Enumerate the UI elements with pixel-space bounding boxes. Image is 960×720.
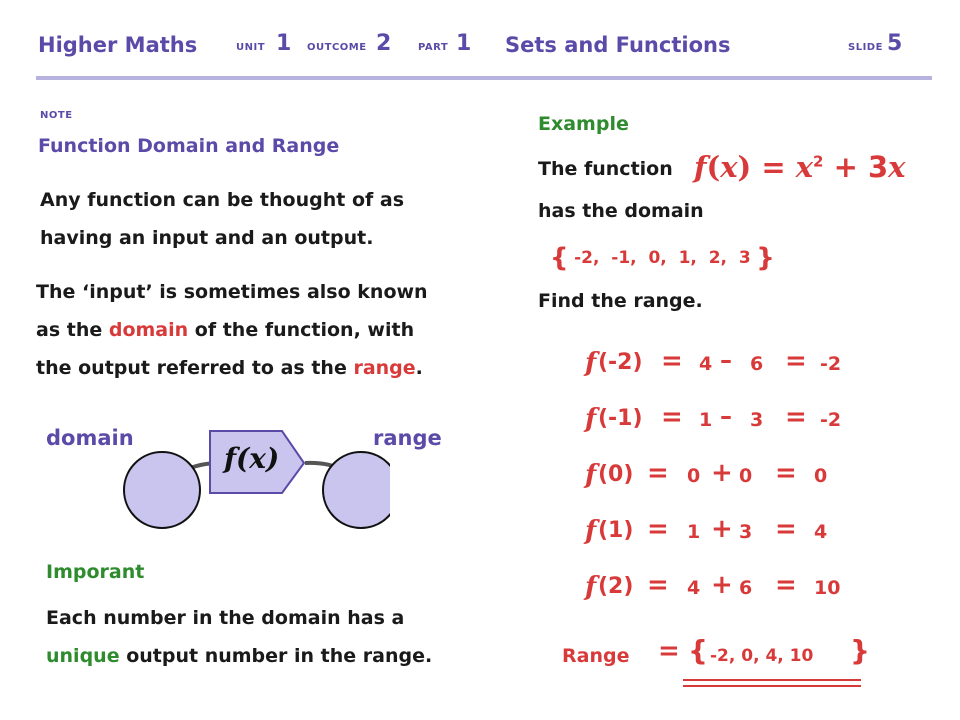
unit-number: 1 (276, 31, 292, 56)
outcome-number: 2 (376, 31, 392, 56)
range-result-set: -2, 0, 4, 10 (710, 646, 814, 666)
course-title: Higher Maths (38, 33, 198, 57)
important-title: Imporant (46, 561, 145, 583)
range-underline-top (683, 679, 861, 681)
note-para2-line2: as the domain of the function, with (36, 319, 415, 341)
range-underline-bottom (683, 685, 861, 687)
range-circle (323, 452, 390, 528)
range-result-label: Range (562, 645, 630, 667)
note-label: NOTE (40, 110, 73, 121)
part-number: 1 (456, 31, 472, 56)
domain-label: domain (46, 426, 134, 450)
slide-number: 5 (887, 31, 903, 56)
important-line1: Each number in the domain has a (46, 607, 405, 629)
header-divider (36, 76, 932, 80)
topic-title: Sets and Functions (505, 33, 731, 57)
example-title: Example (538, 113, 629, 135)
function-box-label: f(x) (224, 442, 280, 475)
domain-highlight: domain (108, 319, 189, 341)
range-label: range (373, 426, 442, 450)
example-find: Find the range. (538, 290, 703, 312)
outcome-label: OUTCOME (307, 42, 367, 53)
unique-highlight: unique (46, 645, 120, 667)
note-para2-line3: the output referred to as the range. (36, 357, 423, 379)
part-label: PART (418, 42, 449, 53)
function-formula: $f(x) = x^2 + 3x$ (694, 150, 906, 184)
range-highlight: range (353, 357, 416, 379)
domain-set: { -2, -1, 0, 1, 2, 3 } (550, 243, 775, 273)
note-para1-line2: having an input and an output. (40, 227, 374, 249)
important-line2: unique output number in the range. (46, 645, 433, 667)
example-line2: has the domain (538, 200, 704, 222)
note-title: Function Domain and Range (38, 135, 340, 157)
note-para2-line1: The ‘input’ is sometimes also known (36, 281, 428, 303)
domain-circle (124, 452, 200, 528)
unit-label: UNIT (236, 42, 266, 53)
slide-label: SLIDE (848, 42, 883, 53)
note-para1-line1: Any function can be thought of as (40, 189, 405, 211)
